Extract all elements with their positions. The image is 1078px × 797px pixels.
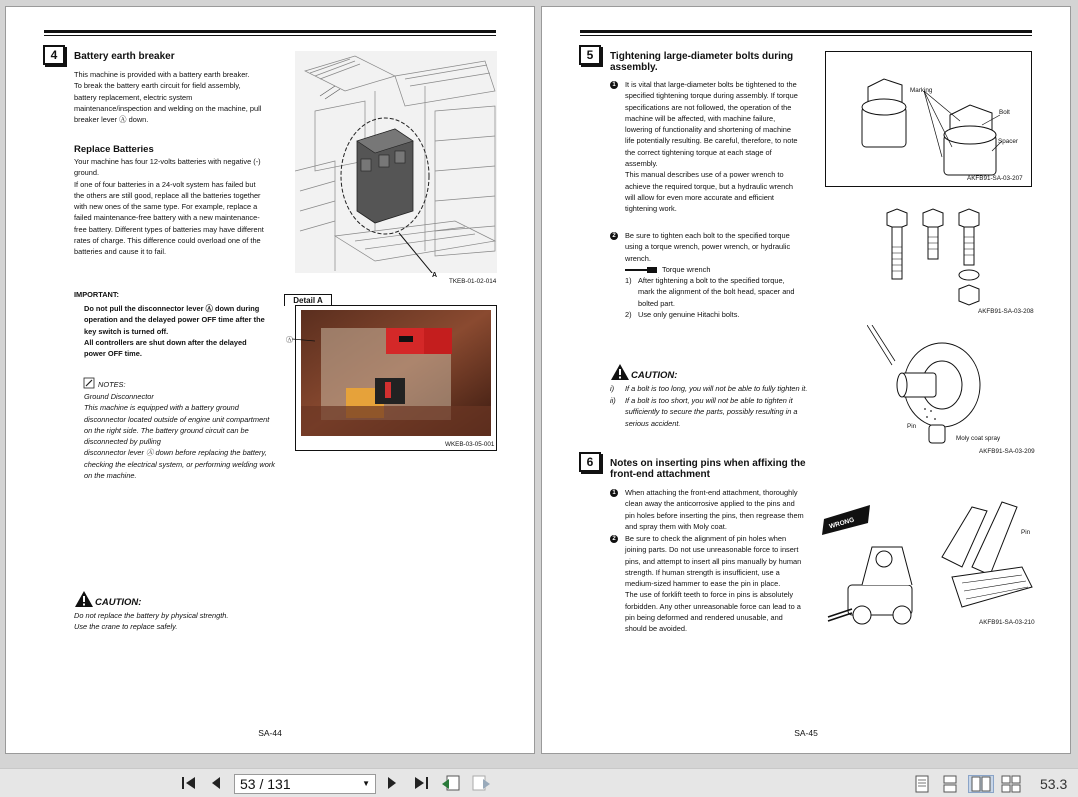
forklift-illustration [822, 497, 1034, 625]
section-title: Tightening large-diameter bolts during assembly. [610, 51, 794, 73]
replace-batteries-title: Replace Batteries [74, 144, 154, 155]
page-folio: SA-44 [258, 728, 282, 738]
section5-item1: It is vital that large-diameter bolts be tightened to the specified tightening torque during assembly. If torque specifications are not followed, the operation of the machine will be affected, with machine failure, lowering of functionality and shortening of machine life potentially resulting. Be careful, therefore, to note the correct tightening torque at each stage of assembly. This manual describes use of a power wrench to achieve the required torque, but a hydraulic wrench will allow for even more accurate and efficient tightening work. [625, 80, 798, 214]
wrong-label: WRONG [828, 516, 856, 531]
next-page-button[interactable] [384, 775, 400, 793]
sub-item-2-number: 2) [625, 310, 632, 319]
forklift-caption: AKFB91-SA-03-210 [979, 619, 1035, 626]
section6-item1: When attaching the front-end attachment, thoroughly clean away the anticorrosive applied to the pins and pin holes before inserting the pins, then regrease them and spray them with Moly coat. [625, 488, 804, 531]
header-rule [580, 30, 1032, 33]
header-rule-thin [580, 35, 1032, 36]
section-number: 4 [43, 45, 65, 65]
first-page-button[interactable] [180, 775, 200, 793]
continuous-facing-icon [1001, 775, 1021, 793]
caution-item-ii: If a bolt is too short, you will not be able to tighten it sufficiently to secure the parts, possibly resulting in a serious accident. [625, 396, 798, 428]
sub-item-2: Use only genuine Hitachi bolts. [638, 310, 740, 319]
last-page-icon [411, 775, 429, 791]
go-forward-button[interactable] [470, 775, 492, 793]
previous-page-button[interactable] [208, 775, 224, 793]
detail-a-photo [301, 310, 491, 436]
previous-page-icon [209, 775, 223, 791]
section5-item2: Be sure to tighten each bolt to the specified torque using a torque wrench, power wrench, or hydraulic wrench. [625, 231, 791, 263]
figure-caption: TKEB-01-02-014 [449, 278, 497, 285]
pencil-icon [83, 377, 95, 389]
bolt-marking-illustration [832, 67, 1027, 177]
torque-wrench-icon [625, 267, 659, 273]
detail-a-label: Detail A [284, 294, 332, 306]
detail-caption: WKEB-03-05-001 [445, 441, 495, 448]
page-folio: SA-45 [794, 728, 818, 738]
bullet-2: 2 [610, 232, 618, 240]
forklift-pin-label: Pin [1021, 529, 1031, 536]
sub-item-1: After tightening a bolt to the specified torque, mark the alignment of the bolt head, spacer and bolted part. [638, 276, 795, 308]
warning-icon [610, 363, 630, 381]
detail-marker-a: Ⓐ [286, 337, 293, 344]
facing-view-button[interactable] [968, 775, 994, 793]
replace-batteries-body: Your machine has four 12-volts batteries with negative (-) ground. If one of four batteries in a 24-volt system has failed but the others are still good, replace all the batteries together with new ones of the same type. For example, replace a failed maintenance-free battery with a new maintenance- free battery. Different types of batteries may have different rates of charge. This difference could overload one of the batteries and cause it to fail. [74, 157, 264, 257]
last-page-button[interactable] [410, 775, 430, 793]
caution-ii-number: ii) [610, 396, 616, 405]
sub-item-1-number: 1) [625, 276, 632, 285]
caution-body: Do not replace the battery by physical strength. Use the crane to replace safely. [74, 611, 229, 632]
caution-i-number: i) [610, 384, 615, 393]
section-title: Battery earth breaker [74, 51, 175, 62]
page-sa-45 [541, 6, 1071, 754]
forward-view-icon [471, 775, 491, 793]
important-body: Do not pull the disconnector lever Ⓐ down during operation and the delayed power OFF time after the key switch is turned off. All controllers are shut down after the delayed power OFF time. [84, 304, 265, 359]
continuous-view-button[interactable] [940, 775, 960, 793]
bullet-2: 2 [610, 535, 618, 543]
header-rule-thin [44, 35, 496, 36]
viewer-toolbar [0, 768, 1078, 797]
battery-intro: This machine is provided with a battery earth breaker. To break the battery earth circuit for field assembly, battery replacement, electric system maintenance/inspection and welding on the machine, pull breaker lever Ⓐ down. [74, 70, 262, 125]
bullet-1: 1 [610, 489, 618, 497]
single-page-icon [915, 775, 929, 793]
moly-coat-label: Moly coat spray [956, 435, 1001, 442]
go-back-button[interactable] [440, 775, 462, 793]
marking-label: Marking [910, 87, 933, 94]
continuous-page-icon [943, 775, 957, 793]
continuous-facing-view-button[interactable] [1000, 775, 1022, 793]
section-number: 6 [579, 452, 601, 472]
caution-item-i: If a bolt is too long, you will not be able to fully tighten it. [625, 384, 808, 393]
back-view-icon [441, 775, 461, 793]
pin-spray-illustration [867, 325, 997, 445]
figure-label-a: A [432, 272, 438, 279]
caution-label: CAUTION: [95, 597, 142, 608]
page-number-select[interactable] [234, 774, 376, 794]
pin-spray-caption: AKFB91-SA-03-209 [979, 448, 1035, 455]
first-page-icon [181, 775, 199, 791]
caution-label: CAUTION: [631, 370, 678, 381]
page-sa-44 [5, 6, 535, 754]
next-page-icon [385, 775, 399, 791]
header-rule [44, 30, 496, 33]
pin-label: Pin [907, 423, 917, 430]
facing-pages-icon [971, 776, 991, 792]
bolts-illustration [877, 207, 987, 307]
bullet-1: 1 [610, 81, 618, 89]
machine-illustration [295, 51, 497, 273]
zoom-level[interactable]: 53.3 [1040, 776, 1068, 792]
dropdown-icon: ▼ [362, 779, 370, 788]
section-title: Notes on inserting pins when affixing the front-end attachment [610, 458, 806, 480]
warning-icon [74, 590, 94, 608]
important-label: IMPORTANT: [74, 290, 120, 299]
section6-item2: Be sure to check the alignment of pin holes when joining parts. Do not use unreasonable force to insert pins, and attempt to insert all pins manually by human strength. If human strength is insufficient, use a medium-sized hammer to ease the pin in place. The use of forklift teeth to force in pins is absolutely forbidden. Any other unreasonable force can lead to a pin being deformed and rendered unusable, and should be avoided. [625, 534, 802, 634]
single-page-view-button[interactable] [912, 775, 932, 793]
section-number: 5 [579, 45, 601, 65]
bolt-marking-caption: AKFB91-SA-03-207 [967, 175, 1023, 182]
torque-wrench-label: Torque wrench [662, 265, 711, 274]
bolts-caption: AKFB91-SA-03-208 [978, 308, 1034, 315]
notes-label: NOTES: [98, 380, 126, 389]
spacer-label: Spacer [998, 138, 1018, 145]
page-number-value: 53 / 131 [240, 776, 291, 792]
bolt-label: Bolt [999, 109, 1010, 116]
notes-body: Ground Disconnector This machine is equipped with a battery ground disconnector located outside of engine unit compartment on the right side. The battery ground circuit can be disconnected by pulling disconnector lever Ⓐ down before replacing the battery, checking the electrical system, or performing welding work on the machine. [84, 392, 276, 481]
